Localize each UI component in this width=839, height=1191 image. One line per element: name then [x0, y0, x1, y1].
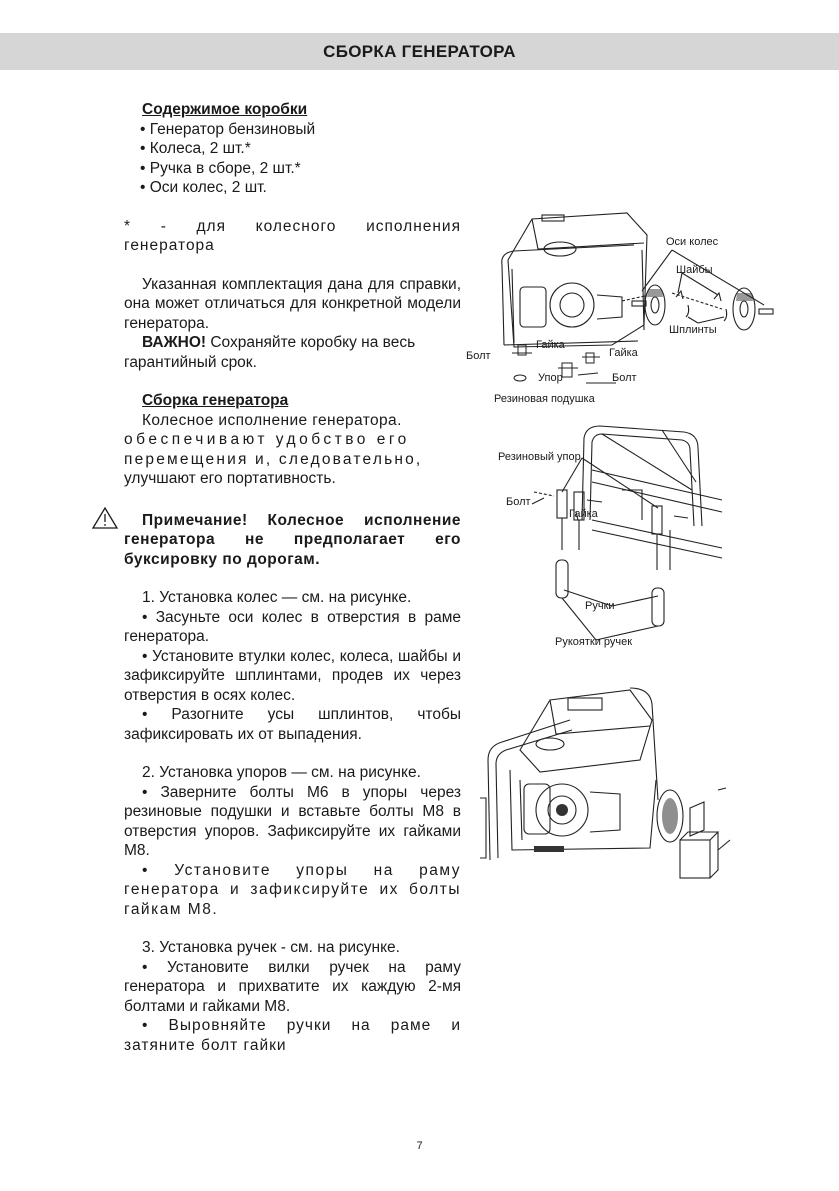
important-paragraph: [124, 333, 461, 372]
assembly-title: Сборка генератора: [142, 392, 289, 409]
label-grips: Рукоятки ручек: [555, 636, 633, 648]
label-handles: Ручки: [585, 600, 615, 612]
label-bolt-right: Болт: [612, 372, 637, 384]
label-nut-right: Гайка: [609, 347, 638, 359]
warning-note: Примечание! Колесное исполнение генератора не предполагает его буксировку по дорогам.: [124, 511, 461, 568]
assembly-intro-2: обеспечивают удобство его: [124, 431, 410, 448]
label-axles: Оси колес: [666, 236, 719, 248]
label-cotter-pins: Шплинты: [669, 324, 717, 336]
section-title: СБОРКА ГЕНЕРАТОРА: [323, 41, 516, 61]
label-nut-left: Гайка: [536, 339, 565, 351]
contents-title: Содержимое коробки: [142, 101, 308, 118]
label-washers: Шайбы: [676, 264, 713, 276]
step2-title: 2. Установка упоров — см. на рисунке.: [142, 764, 421, 781]
contents-item: • Генератор бензиновый: [140, 120, 316, 138]
assembly-intro-4: улучшают его портативность.: [124, 470, 336, 487]
figure-wheels: [462, 205, 792, 410]
label-bolt-left: Болт: [466, 350, 491, 362]
assembly-intro-1: Колесное исполнение генератора.: [142, 411, 402, 429]
assembly-intro-3: перемещения и, следовательно,: [124, 450, 423, 468]
step1-bullet-1: • Засуньте оси колес в отверстия в раме генератора.: [124, 608, 461, 645]
label-bolt: Болт: [506, 496, 531, 508]
label-rubber-stop: Резиновый упор: [498, 451, 581, 463]
important-text: Сохраняйте коробку на весь гарантийный срок.: [124, 334, 416, 371]
contents-item: • Ручка в сборе, 2 шт.*: [140, 159, 301, 177]
step3-bullet-1: • Установите вилки ручек на раму генератора и прихватите их каждую 2-мя болтами и гайками М8.: [124, 958, 461, 1015]
step2-bullet-2: • Установите упоры на раму генератора и зафиксируйте их болты гайкам М8.: [124, 861, 461, 918]
contents-note: Указанная комплектация дана для справки, она может отличаться для конкретной модели генератора.: [124, 275, 461, 332]
step3-bullet-2: • Выровняйте ручки на раме и затяните болт гайки: [124, 1017, 461, 1054]
text-column: [124, 100, 461, 1055]
figure-assembled-generator: [480, 680, 740, 895]
important-label: ВАЖНО!: [142, 334, 207, 351]
assembled-generator-drawing: [480, 680, 740, 895]
step2-bullet-1: • Заверните болты М6 в упоры через резиновые подушки и вставьте болты М8 в отверстия упоров. Зафиксируйте их гайками М8.: [124, 783, 461, 859]
label-nut: Гайка: [569, 508, 598, 520]
step1-bullet-3: • Разогните усы шплинтов, чтобы зафиксировать их от выпадения.: [124, 706, 461, 743]
contents-item: • Колеса, 2 шт.*: [140, 140, 251, 157]
step3-title: 3. Установка ручек - см. на рисунке.: [142, 939, 400, 956]
step1-bullet-2: • Установите втулки колес, колеса, шайбы и зафиксируйте шплинтами, продев их через отверстия в осях колес.: [124, 647, 461, 704]
label-rubber-pad: Резиновая подушка: [494, 393, 595, 405]
contents-footnote: * - для колесного исполнения генератора: [124, 217, 461, 254]
contents-item: • Оси колес, 2 шт.: [140, 179, 267, 196]
warning-icon: [92, 507, 118, 529]
section-header: [0, 33, 839, 70]
page-number: 7: [416, 1140, 423, 1152]
label-stop: Упор: [538, 372, 563, 384]
figure-handles: [492, 420, 722, 655]
step1-title: 1. Установка колес — см. на рисунке.: [142, 589, 412, 606]
